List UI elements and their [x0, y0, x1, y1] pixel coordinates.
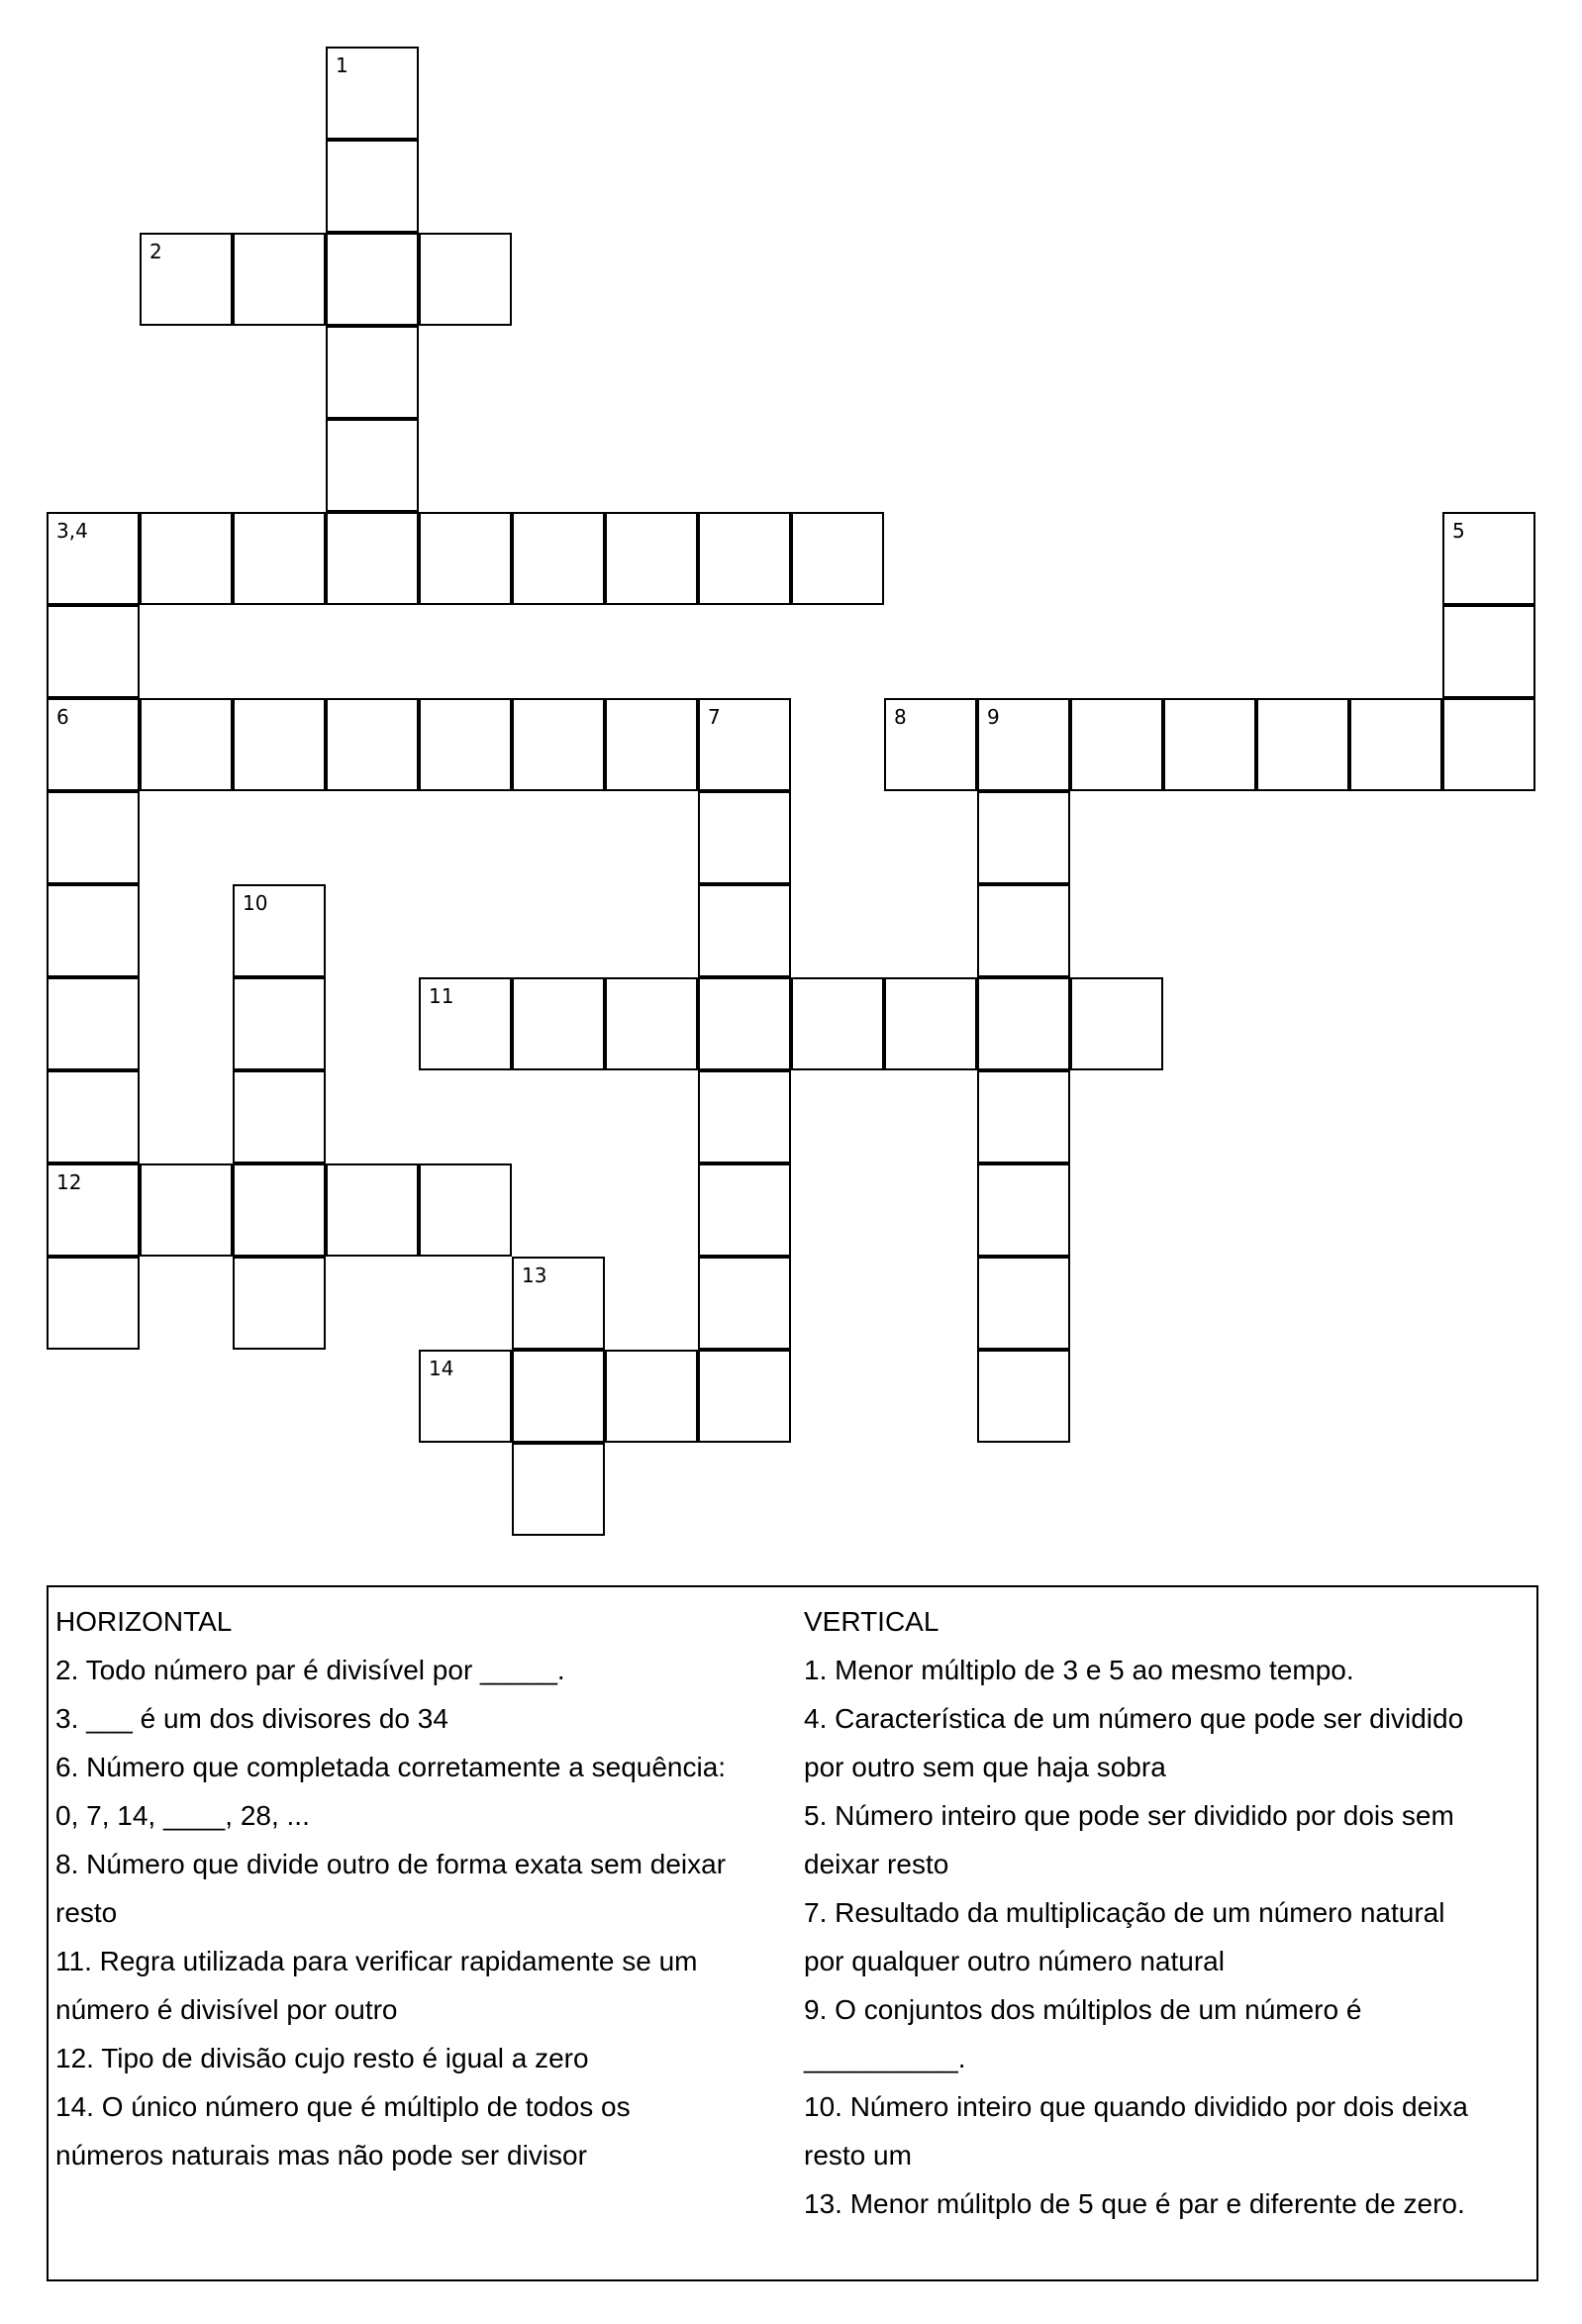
crossword-cell[interactable] — [605, 698, 698, 791]
crossword-cell[interactable] — [326, 47, 419, 140]
crossword-cell[interactable] — [698, 977, 791, 1070]
crossword-cell[interactable] — [233, 977, 326, 1070]
horizontal-clue-line: 2. Todo número par é divisível por _____. — [55, 1655, 565, 1685]
clue-number: 1 — [336, 53, 348, 77]
crossword-cell[interactable] — [698, 884, 791, 977]
crossword-cell[interactable] — [791, 977, 884, 1070]
crossword-cell[interactable] — [698, 512, 791, 605]
crossword-cell[interactable] — [419, 512, 512, 605]
crossword-cell[interactable] — [233, 1070, 326, 1163]
crossword-cell[interactable] — [47, 512, 140, 605]
crossword-cell[interactable] — [512, 1443, 605, 1536]
crossword-cell[interactable] — [326, 419, 419, 512]
crossword-cell[interactable] — [47, 698, 140, 791]
horizontal-heading: HORIZONTAL — [55, 1606, 233, 1637]
crossword-cell[interactable] — [1442, 512, 1535, 605]
crossword-cell[interactable] — [698, 1350, 791, 1443]
clue-number: 11 — [429, 984, 454, 1008]
crossword-cell[interactable] — [977, 884, 1070, 977]
crossword-cell[interactable] — [698, 1257, 791, 1350]
crossword-cell[interactable] — [47, 884, 140, 977]
vertical-clue-line: 1. Menor múltiplo de 3 e 5 ao mesmo tempo. — [804, 1655, 1354, 1685]
clue-number: 13 — [522, 1263, 547, 1287]
crossword-cell[interactable] — [326, 233, 419, 326]
horizontal-clue-line: resto — [55, 1897, 118, 1928]
crossword-cell[interactable] — [419, 233, 512, 326]
crossword-cell[interactable] — [140, 1163, 233, 1257]
vertical-heading: VERTICAL — [804, 1606, 939, 1637]
crossword-cell[interactable] — [47, 791, 140, 884]
vertical-clue-line: por outro sem que haja sobra — [804, 1752, 1166, 1782]
crossword-cell[interactable] — [1442, 605, 1535, 698]
crossword-cell[interactable] — [419, 698, 512, 791]
vertical-clue-line: 9. O conjuntos dos múltiplos de um número é — [804, 1994, 1362, 2025]
crossword-cell[interactable] — [1070, 698, 1163, 791]
crossword-cell[interactable] — [47, 1070, 140, 1163]
horizontal-clue-line: números naturais mas não pode ser divisor — [55, 2140, 587, 2171]
crossword-cell[interactable] — [977, 791, 1070, 884]
crossword-cell[interactable] — [698, 1070, 791, 1163]
crossword-cell[interactable] — [140, 233, 233, 326]
crossword-cell[interactable] — [884, 977, 977, 1070]
crossword-cell[interactable] — [1070, 977, 1163, 1070]
vertical-clues — [804, 1597, 1536, 2228]
clue-number: 12 — [56, 1170, 82, 1194]
crossword-cell[interactable] — [233, 884, 326, 977]
horizontal-clue-line: 14. O único número que é múltiplo de todos os — [55, 2091, 631, 2122]
vertical-clue-line: __________. — [804, 2043, 966, 2073]
crossword-cell[interactable] — [512, 977, 605, 1070]
crossword-cell[interactable] — [977, 977, 1070, 1070]
horizontal-clue-line: número é divisível por outro — [55, 1994, 398, 2025]
crossword-cell[interactable] — [698, 1163, 791, 1257]
crossword-cell[interactable] — [47, 1257, 140, 1350]
horizontal-clues — [55, 1597, 788, 2179]
clue-number: 8 — [894, 705, 907, 729]
crossword-cell[interactable] — [977, 698, 1070, 791]
crossword-cell[interactable] — [47, 1163, 140, 1257]
crossword-cell[interactable] — [140, 698, 233, 791]
crossword-cell[interactable] — [977, 1163, 1070, 1257]
crossword-cell[interactable] — [1256, 698, 1349, 791]
crossword-cell[interactable] — [326, 326, 419, 419]
crossword-cell[interactable] — [512, 1350, 605, 1443]
crossword-cell[interactable] — [47, 977, 140, 1070]
crossword-cell[interactable] — [1349, 698, 1442, 791]
crossword-cell[interactable] — [419, 977, 512, 1070]
vertical-clue-line: deixar resto — [804, 1849, 949, 1879]
crossword-cell[interactable] — [326, 512, 419, 605]
crossword-cell[interactable] — [233, 1163, 326, 1257]
crossword-cell[interactable] — [233, 512, 326, 605]
crossword-cell[interactable] — [233, 698, 326, 791]
clue-number: 6 — [56, 705, 69, 729]
clue-number: 2 — [149, 240, 162, 263]
crossword-cell[interactable] — [977, 1257, 1070, 1350]
crossword-cell[interactable] — [791, 512, 884, 605]
vertical-clue-line: 13. Menor múlitplo de 5 que é par e diferente de zero. — [804, 2188, 1465, 2219]
vertical-clue-line: resto um — [804, 2140, 912, 2171]
crossword-cell[interactable] — [140, 512, 233, 605]
vertical-clue-line: 7. Resultado da multiplicação de um número natural — [804, 1897, 1445, 1928]
clue-number: 10 — [243, 891, 268, 915]
horizontal-clue-line: 0, 7, 14, ____, 28, ... — [55, 1800, 310, 1831]
clue-number: 14 — [429, 1357, 454, 1380]
crossword-cell[interactable] — [605, 1350, 698, 1443]
horizontal-clue-line: 11. Regra utilizada para verificar rapidamente se um — [55, 1946, 698, 1976]
crossword-cell[interactable] — [1163, 698, 1256, 791]
crossword-cell[interactable] — [512, 1257, 605, 1350]
horizontal-clue-line: 3. ___ é um dos divisores do 34 — [55, 1703, 448, 1734]
clue-number: 7 — [708, 705, 721, 729]
vertical-clue-line: 5. Número inteiro que pode ser dividido por dois sem — [804, 1800, 1454, 1831]
clues-box — [47, 1585, 1538, 2281]
crossword-cell[interactable] — [419, 1350, 512, 1443]
horizontal-clue-line: 8. Número que divide outro de forma exata sem deixar — [55, 1849, 727, 1879]
crossword-cell[interactable] — [326, 140, 419, 233]
clue-number: 5 — [1452, 519, 1465, 543]
crossword-cell[interactable] — [698, 698, 791, 791]
crossword-cell[interactable] — [512, 512, 605, 605]
crossword-cell[interactable] — [326, 1163, 419, 1257]
crossword-cell[interactable] — [512, 698, 605, 791]
clue-number: 3,4 — [56, 519, 88, 543]
crossword-cell[interactable] — [233, 1257, 326, 1350]
crossword-cell[interactable] — [1442, 698, 1535, 791]
horizontal-clue-line: 12. Tipo de divisão cujo resto é igual a zero — [55, 2043, 589, 2073]
crossword-cell[interactable] — [698, 791, 791, 884]
crossword-cell[interactable] — [605, 512, 698, 605]
crossword-cell[interactable] — [326, 698, 419, 791]
vertical-clue-line: por qualquer outro número natural — [804, 1946, 1225, 1976]
crossword-cell[interactable] — [884, 698, 977, 791]
vertical-clue-line: 10. Número inteiro que quando dividido por dois deixa — [804, 2091, 1468, 2122]
crossword-cell[interactable] — [977, 1070, 1070, 1163]
clue-number: 9 — [987, 705, 1000, 729]
crossword-cell[interactable] — [47, 605, 140, 698]
crossword-cell[interactable] — [233, 233, 326, 326]
crossword-cell[interactable] — [977, 1350, 1070, 1443]
horizontal-clue-line: 6. Número que completada corretamente a sequência: — [55, 1752, 727, 1782]
crossword-cell[interactable] — [419, 1163, 512, 1257]
crossword-cell[interactable] — [605, 977, 698, 1070]
vertical-clue-line: 4. Característica de um número que pode ser dividido — [804, 1703, 1464, 1734]
